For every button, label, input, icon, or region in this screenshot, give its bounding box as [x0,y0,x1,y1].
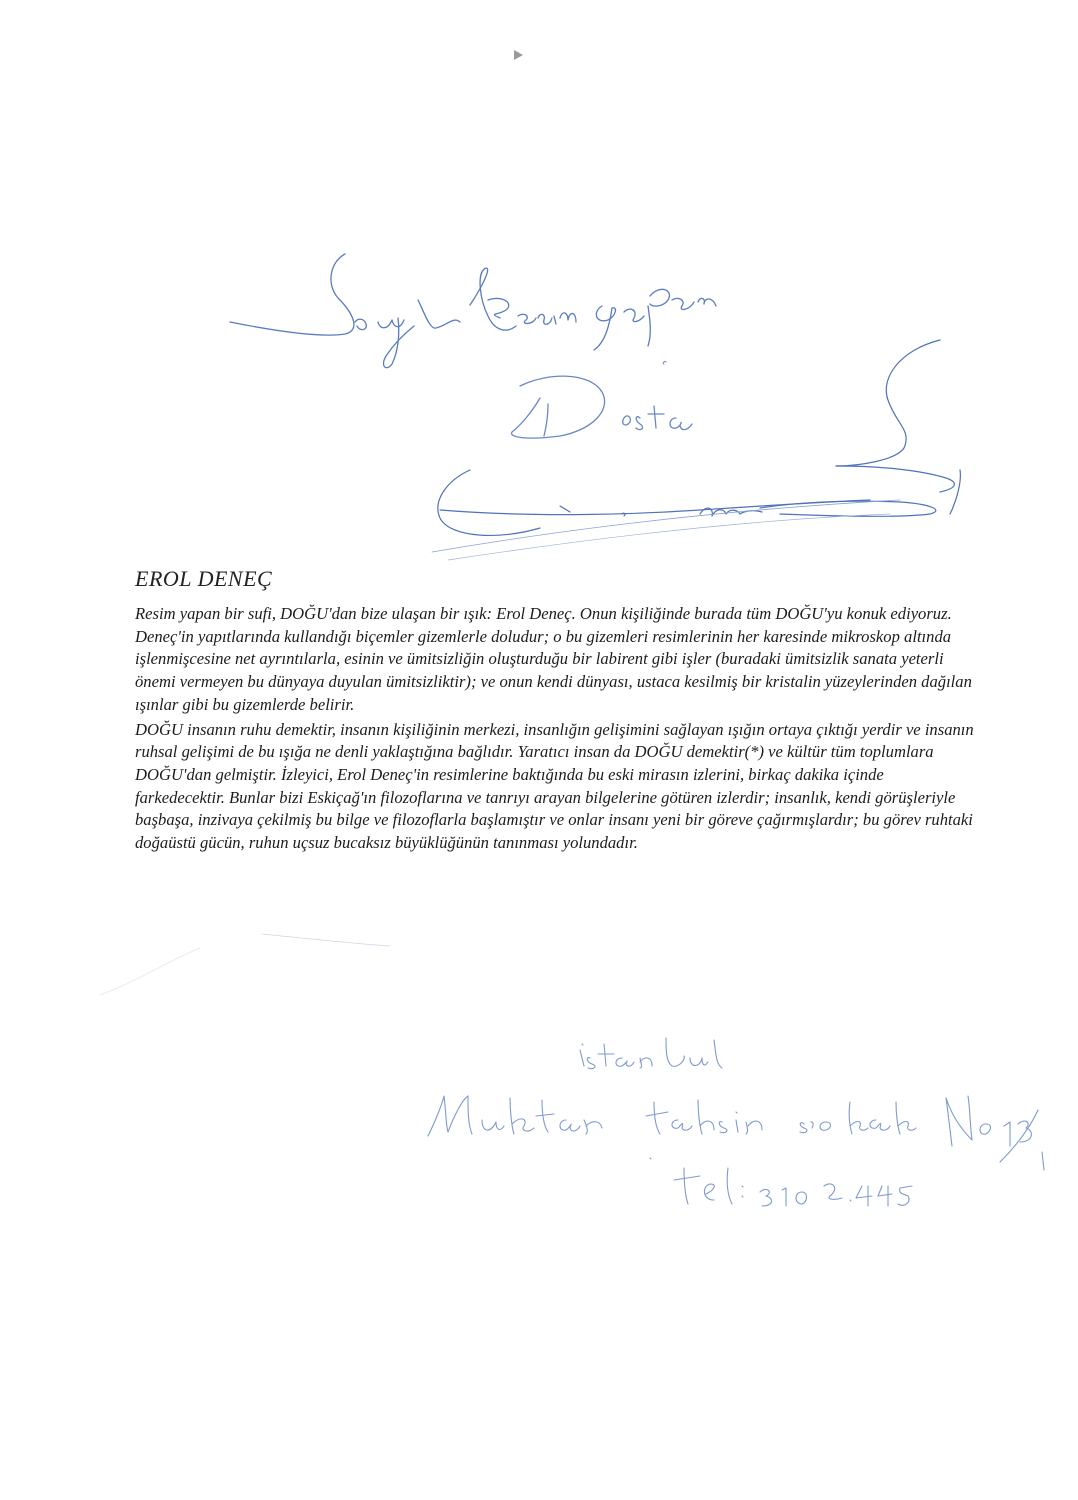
faint-pencil-mark [100,948,200,995]
article-title: EROL DENEÇ [135,566,273,591]
dedication-line-2 [512,361,692,438]
article-body [135,603,975,857]
handwritten-address [428,1038,1044,1206]
signature-flourish [432,340,960,560]
dedication-line-1 [230,254,716,368]
article-paragraph: Resim yapan bir sufi, DOĞU'dan bize ulaşan bir ışık: Erol Deneç. Onun kişiliğinde burada tüm DOĞU'yu konuk ediyoruz. Deneç'in yapıtlarında kullandığı biçemler gizemlerle doludur; o bu gizemleri resimlerinin her karesinde mikroskop altında işlenmişcesine net ayrıntılarla, esinin ve ümitsizliğin oluşturduğu bir labirent gibi işler (buradaki ümitsizlik sanata yeterli önemi vermeyen bu dünyaya duyulan ümitsizliktir); ve onun kendi dünyası, ustaca kesilmiş bir kristalin yüzeylerinden dağılan ışınlar gibi bu gizemlerde belirir. [135,604,972,714]
faint-pencil-mark [262,934,390,946]
article-paragraph: DOĞU insanın ruhu demektir, insanın kişiliğinin merkezi, insanlığın gelişimini sağlayan ışığın ortaya çıktığı yerdir ve insanın ruhsal gelişimi de bu ışığa ne denli yaklaştığına bağlıdır. Yaratıcı insan da DOĞU demektir(*) ve kültür tüm toplumlara DOĞU'dan gelmiştir. İzleyici, Erol Deneç'in resimlerine baktığında bu eski mirasın izlerini, birkaç dakika içinde farkedecektir. Bunlar bizi Eskiçağ'ın filozoflarına ve tanrıyı arayan bilgelerine götüren izlerdir; insanlık, kendi görüşleriyle başbaşa, inzivaya çekilmiş bu bilge ve filozoflarla başlamıştır ve onlar insanı yeni bir göreve çağırmışlardır; bu görev ruhtaki doğaüstü gücün, ruhun uçsuz bucaksız büyüklüğünün tanınması yolundadır. [135,719,974,853]
